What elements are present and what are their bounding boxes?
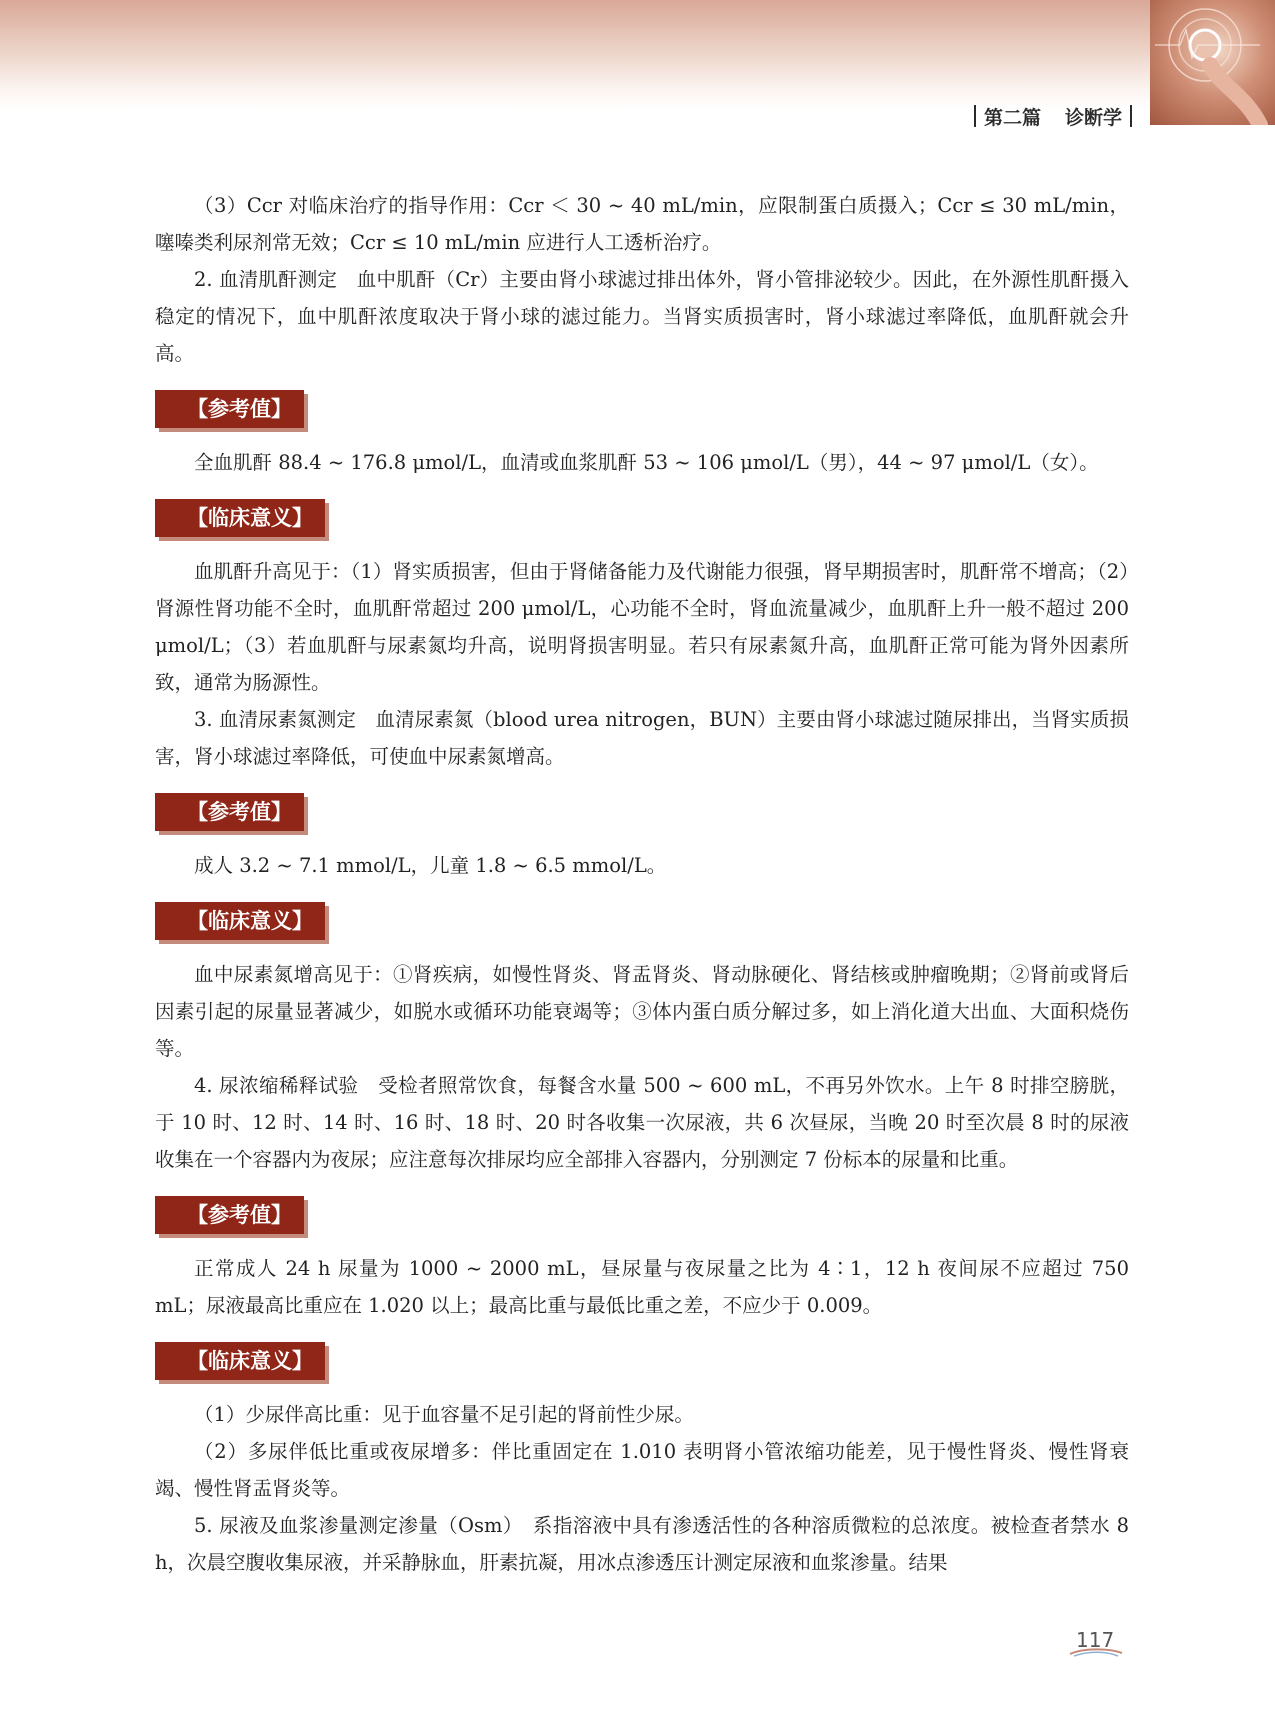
page-body	[155, 187, 1129, 1581]
paragraph: 2. 血清肌酐测定 血中肌酐（Cr）主要由肾小球滤过排出体外，肾小管排泌较少。因此，在外源性肌酐摄入稳定的情况下，血中肌酐浓度取决于肾小球的滤过能力。当肾实质损害时，肾小球滤过率降低，血肌酐就会升高。	[155, 268, 1129, 365]
running-header	[974, 102, 1132, 130]
paragraph: 4. 尿浓缩稀释试验 受检者照常饮食，每餐含水量 500 ~ 600 mL，不再另外饮水。上午 8 时排空膀胱，于 10 时、12 时、14 时、16 时、18 时、20 时各收集一次尿液，共 6 次昼尿，当晚 20 时至次晨 8 时的尿液收集在一个容器内为夜尿；应注意每次排尿均应全部排入容器内，分别测定 7 份标本的尿量和比重。	[155, 1074, 1129, 1171]
paragraph: 成人 3.2 ~ 7.1 mmol/L，儿童 1.8 ~ 6.5 mmol/L。	[194, 854, 667, 877]
paragraph: 血中尿素氮增高见于：①肾疾病，如慢性肾炎、肾盂肾炎、肾动脉硬化、肾结核或肿瘤晚期；②肾前或肾后因素引起的尿量显著减少，如脱水或循环功能衰竭等；③体内蛋白质分解过多，如上消化道大出血、大面积烧伤等。	[155, 963, 1129, 1060]
paragraph: 5. 尿液及血浆渗量测定渗量（Osm） 系指溶液中具有渗透活性的各种溶质微粒的总浓度。被检查者禁水 8 h，次晨空腹收集尿液，并采静脉血，肝素抗凝，用冰点渗透压计测定尿液和血浆渗量。结果	[155, 1514, 1129, 1574]
paragraph: （2）多尿伴低比重或夜尿增多：伴比重固定在 1.010 表明肾小管浓缩功能差，见于慢性肾炎、慢性肾衰竭、慢性肾盂肾炎等。	[155, 1440, 1129, 1500]
paragraph: （1）少尿伴高比重：见于血容量不足引起的肾前性少尿。	[194, 1403, 694, 1426]
header-divider	[1130, 105, 1132, 127]
reference-value-tag: 【参考值】	[155, 793, 304, 831]
page-number-swoosh-icon	[1068, 1646, 1124, 1658]
paragraph: 正常成人 24 h 尿量为 1000 ~ 2000 mL，昼尿量与夜尿量之比为 4∶1，12 h 夜间尿不应超过 750 mL；尿液最高比重应在 1.020 以上；最高比重与最低比重之差，不应少于 0.009。	[155, 1257, 1129, 1317]
clinical-significance-tag: 【临床意义】	[155, 902, 325, 940]
header-section: 第二篇	[983, 106, 1041, 129]
paragraph: 全血肌酐 88.4 ~ 176.8 μmol/L，血清或血浆肌酐 53 ~ 106 μmol/L（男），44 ~ 97 μmol/L（女）。	[194, 451, 1099, 474]
paragraph: 3. 血清尿素氮测定 血清尿素氮（blood urea nitrogen，BUN）主要由肾小球滤过随尿排出，当肾实质损害，肾小球滤过率降低，可使血中尿素氮增高。	[155, 708, 1129, 768]
header-photo	[1150, 0, 1275, 125]
page-number-text: 117	[1076, 1628, 1115, 1652]
stethoscope-icon	[1150, 0, 1275, 125]
header-band	[0, 0, 1275, 110]
clinical-significance-tag: 【临床意义】	[155, 499, 325, 537]
page-number	[1076, 1628, 1114, 1652]
clinical-significance-tag: 【临床意义】	[155, 1342, 325, 1380]
paragraph: （3）Ccr 对临床治疗的指导作用：Ccr ＜ 30 ~ 40 mL/min，应限制蛋白质摄入；Ccr ≤ 30 mL/min，噻嗪类利尿剂常无效；Ccr ≤ 10 mL/min 应进行人工透析治疗。	[155, 194, 1129, 254]
reference-value-tag: 【参考值】	[155, 390, 304, 428]
reference-value-tag: 【参考值】	[155, 1196, 304, 1234]
header-divider	[974, 105, 976, 127]
paragraph: 血肌酐升高见于：（1）肾实质损害，但由于肾储备能力及代谢能力很强，肾早期损害时，肌酐常不增高；（2）肾源性肾功能不全时，血肌酐常超过 200 μmol/L，心功能不全时，肾血流量减少，血肌酐上升一般不超过 200 μmol/L；（3）若血肌酐与尿素氮均升高，说明肾损害明显。若只有尿素氮升高，血肌酐正常可能为肾外因素所致，通常为肠源性。	[155, 560, 1129, 694]
header-subject: 诊断学	[1064, 106, 1122, 129]
